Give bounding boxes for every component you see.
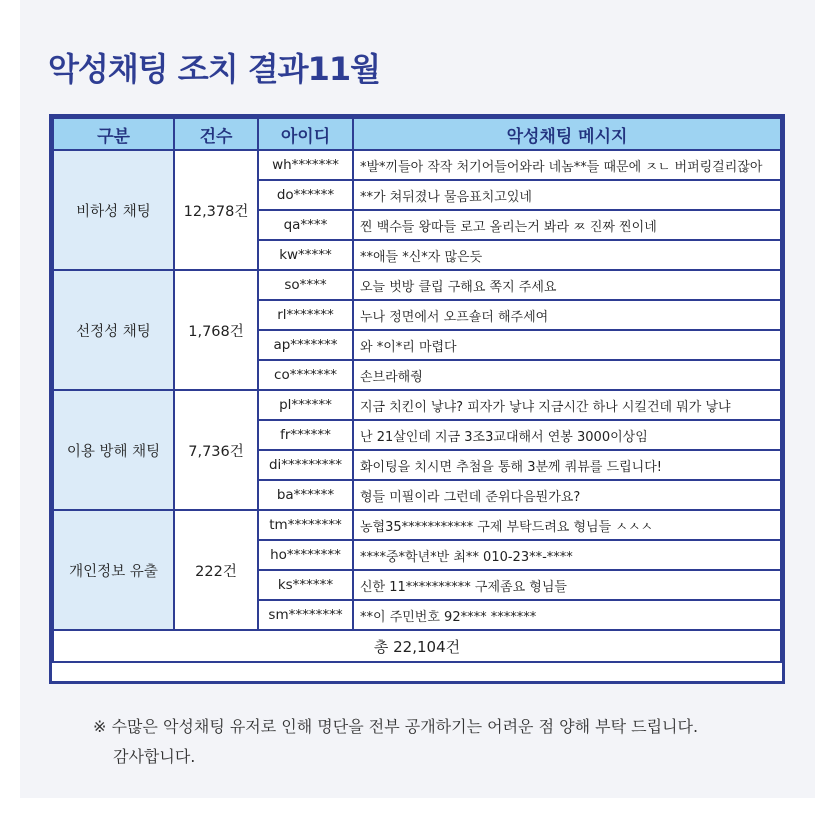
message-cell: 형들 미필이라 그런데 준위다음뭔가요?	[353, 480, 781, 510]
header-category: 구분	[53, 118, 174, 150]
user-id-cell: rl*******	[258, 300, 353, 330]
category-cell: 개인정보 유출	[53, 510, 174, 630]
header-id: 아이디	[258, 118, 353, 150]
message-cell: 난 21살인데 지금 3조3교대해서 연봉 3000이상임	[353, 420, 781, 450]
footnote-line-2: 감사합니다.	[113, 747, 196, 766]
report-table	[52, 117, 782, 663]
count-cell: 12,378건	[174, 150, 258, 270]
count-cell: 1,768건	[174, 270, 258, 390]
user-id-cell: do******	[258, 180, 353, 210]
message-cell: 화이팅을 치시면 추첨을 통해 3분께 쿼뷰를 드립니다!	[353, 450, 781, 480]
category-cell: 선정성 채팅	[53, 270, 174, 390]
category-cell: 이용 방해 채팅	[53, 390, 174, 510]
message-cell: 와 *이*리 마렵다	[353, 330, 781, 360]
message-cell: 찐 백수들 왕따들 로고 올리는거 봐라 ㅉ 진짜 찐이네	[353, 210, 781, 240]
user-id-cell: so****	[258, 270, 353, 300]
table-row	[53, 150, 781, 180]
category-cell: 비하성 채팅	[53, 150, 174, 270]
table-header-row	[53, 118, 781, 150]
user-id-cell: ba******	[258, 480, 353, 510]
header-count: 건수	[174, 118, 258, 150]
message-cell: ****중*학년*반 최** 010-23**-****	[353, 540, 781, 570]
message-cell: **이 주민번호 92**** *******	[353, 600, 781, 630]
report-table-container	[49, 114, 785, 684]
user-id-cell: ap*******	[258, 330, 353, 360]
user-id-cell: di*********	[258, 450, 353, 480]
message-cell: 오늘 벗방 클립 구해요 쪽지 주세요	[353, 270, 781, 300]
count-cell: 7,736건	[174, 390, 258, 510]
message-cell: **애들 *신*자 많은듯	[353, 240, 781, 270]
user-id-cell: ho********	[258, 540, 353, 570]
message-cell: 누나 정면에서 오프숄더 해주세여	[353, 300, 781, 330]
user-id-cell: co*******	[258, 360, 353, 390]
page-title: 악성채팅 조치 결과11월	[48, 50, 381, 88]
header-message: 악성채팅 메시지	[353, 118, 781, 150]
message-cell: 신한 11********** 구제좀요 형님들	[353, 570, 781, 600]
user-id-cell: fr******	[258, 420, 353, 450]
table-row	[53, 390, 781, 420]
user-id-cell: sm********	[258, 600, 353, 630]
table-row	[53, 270, 781, 300]
footnote	[93, 712, 698, 772]
user-id-cell: pl******	[258, 390, 353, 420]
message-cell: 손브라해줭	[353, 360, 781, 390]
message-cell: **가 쳐뒤졌나 물음표치고있네	[353, 180, 781, 210]
message-cell: 농협35*********** 구제 부탁드려요 형님들 ㅅㅅㅅ	[353, 510, 781, 540]
footnote-line-1: ※ 수많은 악성채팅 유저로 인해 명단을 전부 공개하기는 어려운 점 양해 부탁 드립니다.	[93, 717, 699, 736]
table-row	[53, 510, 781, 540]
total-row	[53, 630, 781, 662]
user-id-cell: tm********	[258, 510, 353, 540]
message-cell: 지금 치킨이 낳냐? 피자가 낳냐 지금시간 하나 시킬건데 뭐가 낳냐	[353, 390, 781, 420]
user-id-cell: wh*******	[258, 150, 353, 180]
message-cell: *발*끼들아 작작 처기어들어와라 네놈**들 때문에 ㅈㄴ 버퍼링걸리잖아	[353, 150, 781, 180]
user-id-cell: ks******	[258, 570, 353, 600]
total-cell: 총 22,104건	[53, 630, 781, 662]
user-id-cell: kw*****	[258, 240, 353, 270]
user-id-cell: qa****	[258, 210, 353, 240]
count-cell: 222건	[174, 510, 258, 630]
